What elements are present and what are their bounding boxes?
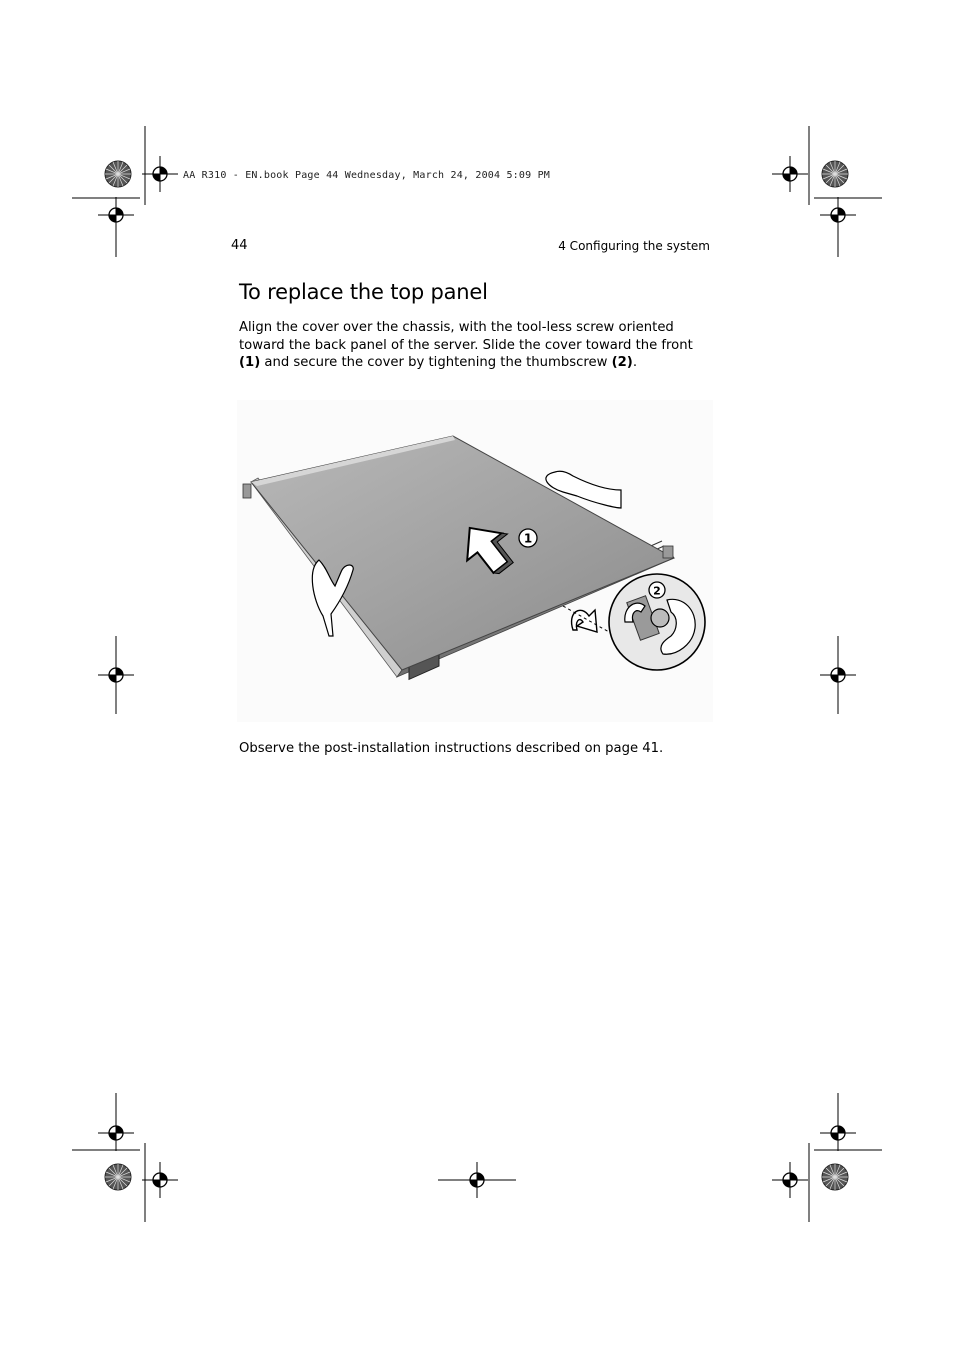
callout-2: 2 bbox=[653, 584, 661, 598]
para-text-b: and secure the cover by tightening the thumbscrew bbox=[260, 355, 612, 371]
print-slug: AA R310 - EN.book Page 44 Wednesday, March 24, 2004 5:09 PM bbox=[183, 170, 551, 181]
section-title: To replace the top panel bbox=[239, 280, 488, 304]
instruction-paragraph bbox=[239, 319, 714, 372]
step-2-ref: (2) bbox=[611, 355, 633, 371]
para-text-a: Align the cover over the chassis, with the tool-less screw oriented toward the back panel of the server. Slide the cover toward the front bbox=[239, 320, 693, 353]
callout-1: 1 bbox=[523, 531, 533, 546]
page-number: 44 bbox=[231, 238, 248, 253]
step-1-ref: (1) bbox=[239, 355, 261, 371]
post-installation-note: Observe the post-installation instructions described on page 41. bbox=[239, 741, 664, 756]
running-header-chapter: 4 Configuring the system bbox=[558, 239, 710, 253]
server-cover-illustration bbox=[237, 400, 713, 722]
para-text-c: . bbox=[632, 355, 638, 371]
